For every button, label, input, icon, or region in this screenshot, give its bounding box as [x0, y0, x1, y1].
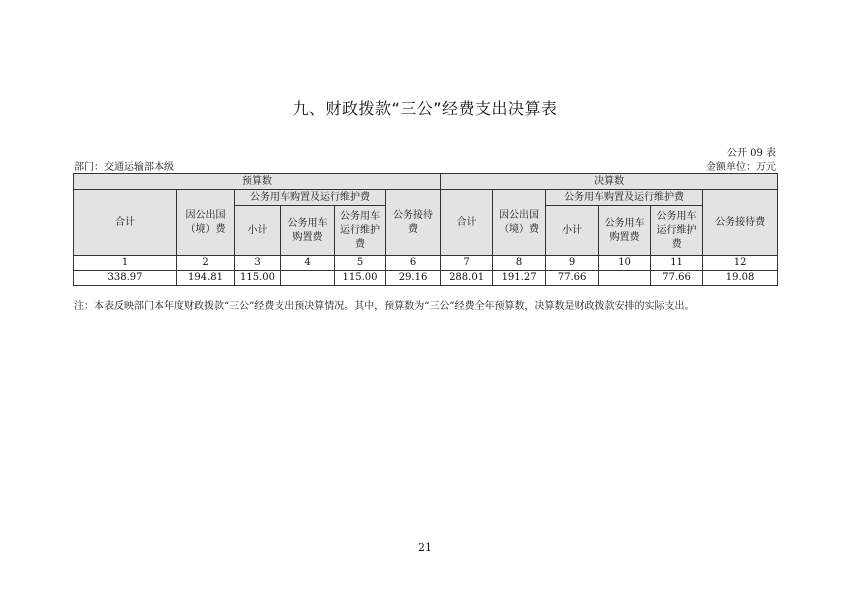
value-row — [74, 271, 778, 286]
col-number: 8 — [493, 256, 546, 271]
col-number: 1 — [74, 256, 177, 271]
final-abroad-header: 因公出国 （境）费 — [493, 190, 546, 256]
col-number: 3 — [235, 256, 281, 271]
value-cell: 77.66 — [651, 271, 703, 286]
unit-label: 金额单位：万元 — [706, 162, 776, 173]
budget-header: 预算数 — [74, 174, 441, 190]
col-number: 5 — [335, 256, 386, 271]
value-cell: 194.81 — [177, 271, 235, 286]
value-cell: 115.00 — [235, 271, 281, 286]
final-vehicle-group-header: 公务用车购置及运行维护费 — [546, 190, 703, 206]
budget-subtotal-header: 小计 — [235, 206, 281, 256]
final-reception-header: 公务接待费 — [703, 190, 778, 256]
budget-vehicle-operation-header: 公务用车 运行维护 费 — [335, 206, 386, 256]
three-public-expense-table — [73, 173, 778, 286]
col-number: 10 — [599, 256, 651, 271]
budget-reception-header: 公务接待 费 — [386, 190, 441, 256]
page-title: 九、财政拨款“三公”经费支出决算表 — [292, 99, 558, 118]
final-subtotal-header: 小计 — [546, 206, 599, 256]
budget-abroad-header: 因公出国 （境）费 — [177, 190, 235, 256]
column-number-row — [74, 256, 778, 271]
page-number: 21 — [418, 541, 432, 554]
value-cell: 29.16 — [386, 271, 441, 286]
value-cell: 191.27 — [493, 271, 546, 286]
final-total-header: 合计 — [441, 190, 493, 256]
final-header: 决算数 — [441, 174, 778, 190]
value-cell: 288.01 — [441, 271, 493, 286]
col-number: 6 — [386, 256, 441, 271]
form-number: 公开 09 表 — [726, 148, 776, 159]
value-cell: 115.00 — [335, 271, 386, 286]
col-number: 2 — [177, 256, 235, 271]
final-vehicle-purchase-header: 公务用车 购置费 — [599, 206, 651, 256]
col-number: 12 — [703, 256, 778, 271]
col-number: 7 — [441, 256, 493, 271]
budget-total-header: 合计 — [74, 190, 177, 256]
value-cell — [281, 271, 335, 286]
value-cell: 19.08 — [703, 271, 778, 286]
value-cell: 77.66 — [546, 271, 599, 286]
col-number: 11 — [651, 256, 703, 271]
value-cell — [599, 271, 651, 286]
budget-vehicle-purchase-header: 公务用车 购置费 — [281, 206, 335, 256]
budget-vehicle-group-header: 公务用车购置及运行维护费 — [235, 190, 386, 206]
table-note: 注：本表反映部门本年度财政拨款“三公”经费支出预决算情况。其中，预算数为“三公”经费全年预算数，决算数是财政拨款安排的实际支出。 — [74, 301, 695, 312]
col-number: 9 — [546, 256, 599, 271]
col-number: 4 — [281, 256, 335, 271]
final-vehicle-operation-header: 公务用车 运行维护 费 — [651, 206, 703, 256]
value-cell: 338.97 — [74, 271, 177, 286]
department-label: 部门：交通运输部本级 — [74, 162, 174, 173]
